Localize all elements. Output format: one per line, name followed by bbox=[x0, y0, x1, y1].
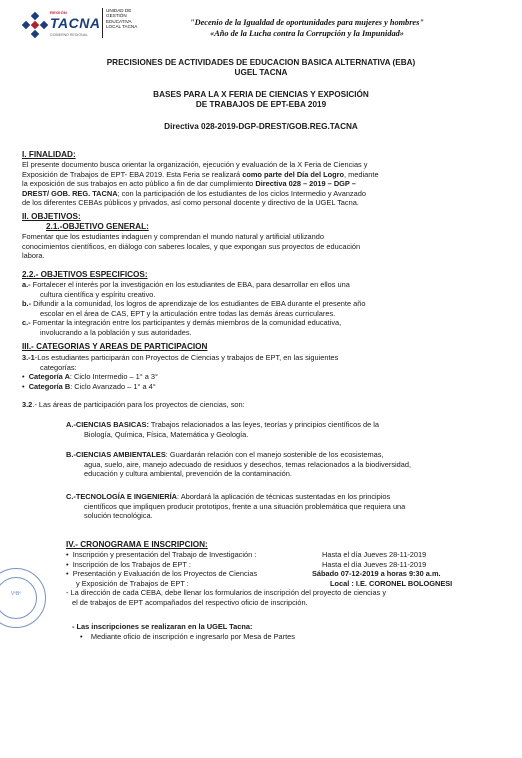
bullet-icon: • bbox=[22, 372, 29, 382]
doc-title-line2: UGEL TACNA bbox=[234, 68, 288, 77]
logo-wordmark: TACNA bbox=[50, 15, 101, 31]
section-4-heading: IV.- CRONOGRAMA E INSCRIPCION: bbox=[66, 540, 208, 549]
logo-emblem-icon bbox=[22, 12, 48, 38]
stamp-text: VºBº bbox=[10, 591, 22, 597]
section-1-body: El presente documento busca orientar la organización, ejecución y evaluación de la X Feria de Ciencias y Exposición de Trabajos de EPT- EBA 2019. Esta Feria se realizará como parte del Día del Logro, mediante la exposición de sus trabajos en acto público a fin de dar cumplimiento Directiva 028 – 2019 – DGP – DREST/ GOB. REG. TACNA; con la participación de los estudiantes de los ciclos Intermedio y Avanzado de los diferentes CEBAs públicos y privados, así como personal docente y directivo de la UGEL Tacna. bbox=[22, 160, 379, 208]
bullet-icon: • bbox=[66, 559, 73, 569]
tacna-logo bbox=[22, 8, 101, 42]
schedule-list: • Inscripción y presentación del Trabajo de Investigación : Hasta el día Jueves 28-11-2019 • Inscripción de los Trabajos de EPT : Hasta el día Jueves 28-11-2019 • Presentación y Evaluación de los Proyectos de Ciencias Sábado 07-12-2019 a horas 9:30 a.m. y Exposición de Trabajos de EPT : Local : I.E. CORONEL BOLOGNESI - La dirección de cada CEBA, debe llenar los formularios de inscripción del proyecto de ciencias y el de trabajos de EPT acompañados del respectivo oficio de inscripción. bbox=[66, 550, 453, 607]
letterhead bbox=[22, 6, 502, 46]
general-objective-heading: 2.1.-OBJETIVO GENERAL: bbox=[46, 222, 149, 231]
bullet-icon: • bbox=[80, 631, 91, 641]
year-motto: "Decenio de la Igualdad de oportunidades para mujeres y hombres" «Año de la Lucha contra la Corrupción y la Impunidad» bbox=[190, 18, 424, 38]
registration-note: - Las inscripciones se realizaran en la UGEL Tacna: • Mediante oficio de inscripción e ingresarlo por Mesa de Partes bbox=[72, 622, 295, 641]
section-2-heading: II. OBJETIVOS: bbox=[22, 212, 81, 221]
bullet-icon: • bbox=[22, 381, 29, 391]
areas-intro: 3.2.- Las áreas de participación para los proyectos de ciencias, son: bbox=[22, 400, 245, 409]
official-stamp bbox=[0, 568, 46, 628]
area-technology-engineering: C.-TECNOLOGÍA E INGENIERÍA: Abordará la aplicación de técnicas sustentadas en los principios científicos que impliquen producir prototipos, frente a una situación problemática que requiera una solución tecnológica. bbox=[66, 492, 406, 521]
logo-region-text: REGIÓN bbox=[50, 10, 67, 15]
specific-objectives-list: a.- Fortalecer el interés por la investigación en los estudiantes de EBA, para desarrollar en ellos una cultura científica y espíritu creativo. b.- Difundir a la comunidad, los logros de aprendizaje de los estudiantes de EBA durante el presente año escolar en el área de CAS, EPT y la articulación entre todas las demás áreas curriculares. c.- Fomentar la integración entre los participantes y demás miembros de la comunidad educativa, involucrando a la población y sus autoridades. bbox=[22, 280, 366, 337]
bullet-icon: • bbox=[66, 550, 73, 559]
doc-title-line1: PRECISIONES DE ACTIVIDADES DE EDUCACION BASICA ALTERNATIVA (EBA) bbox=[106, 58, 416, 67]
specific-objectives-heading: 2.2.- OBJETIVOS ESPECIFICOS: bbox=[22, 270, 148, 279]
logo-tagline: GOBIERNO REGIONAL bbox=[50, 33, 88, 37]
bases-title-line1: BASES PARA LA X FERIA DE CIENCIAS Y EXPOSICIÓN bbox=[153, 90, 369, 99]
header-divider bbox=[102, 8, 103, 38]
section-3-heading: III.- CATEGORIAS Y AREAS DE PARTICIPACION bbox=[22, 342, 208, 351]
categories-intro: 3.-1-Los estudiantes participarán con Proyectos de Ciencias y trabajos de EPT, en las siguientes categorías: • Categoría A: Ciclo Intermedio – 1° a 3° • Categoría B: Ciclo Avanzado – 1° a 4° bbox=[22, 353, 339, 391]
bases-title-line2: DE TRABAJOS DE EPT-EBA 2019 bbox=[195, 100, 327, 109]
section-1-heading: I. FINALIDAD: bbox=[22, 150, 76, 159]
area-environmental-sciences: B.-CIENCIAS AMBIENTALES: Guardarán relación con el manejo sostenible de los ecosistemas, agua, suelo, aire, manejo adecuado de residuos y desechos, temas relacionados a la biodiversidad, educación y cultura ambiental, prevención de la contaminación. bbox=[66, 450, 412, 479]
area-basic-sciences: A.-CIENCIAS BASICAS: Trabajos relacionados a las leyes, teorías y principios científicos de la Biología, Química, Física, Matemática y Geología. bbox=[66, 420, 380, 439]
bullet-icon: • bbox=[66, 569, 73, 579]
directive-title: Directiva 028-2019-DGP-DREST/GOB.REG.TACNA bbox=[164, 122, 358, 131]
unit-name: UNIDAD DE GESTIÓN EDUCATIVA LOCAL TACNA bbox=[106, 8, 138, 30]
general-objective-body: Fomentar que los estudiantes indaguen y comprendan el mundo natural y artificial utilizando conocimientos científicos, en diálogo con saberes locales, y que expongan sus proyectos de educación labora. bbox=[22, 232, 361, 261]
